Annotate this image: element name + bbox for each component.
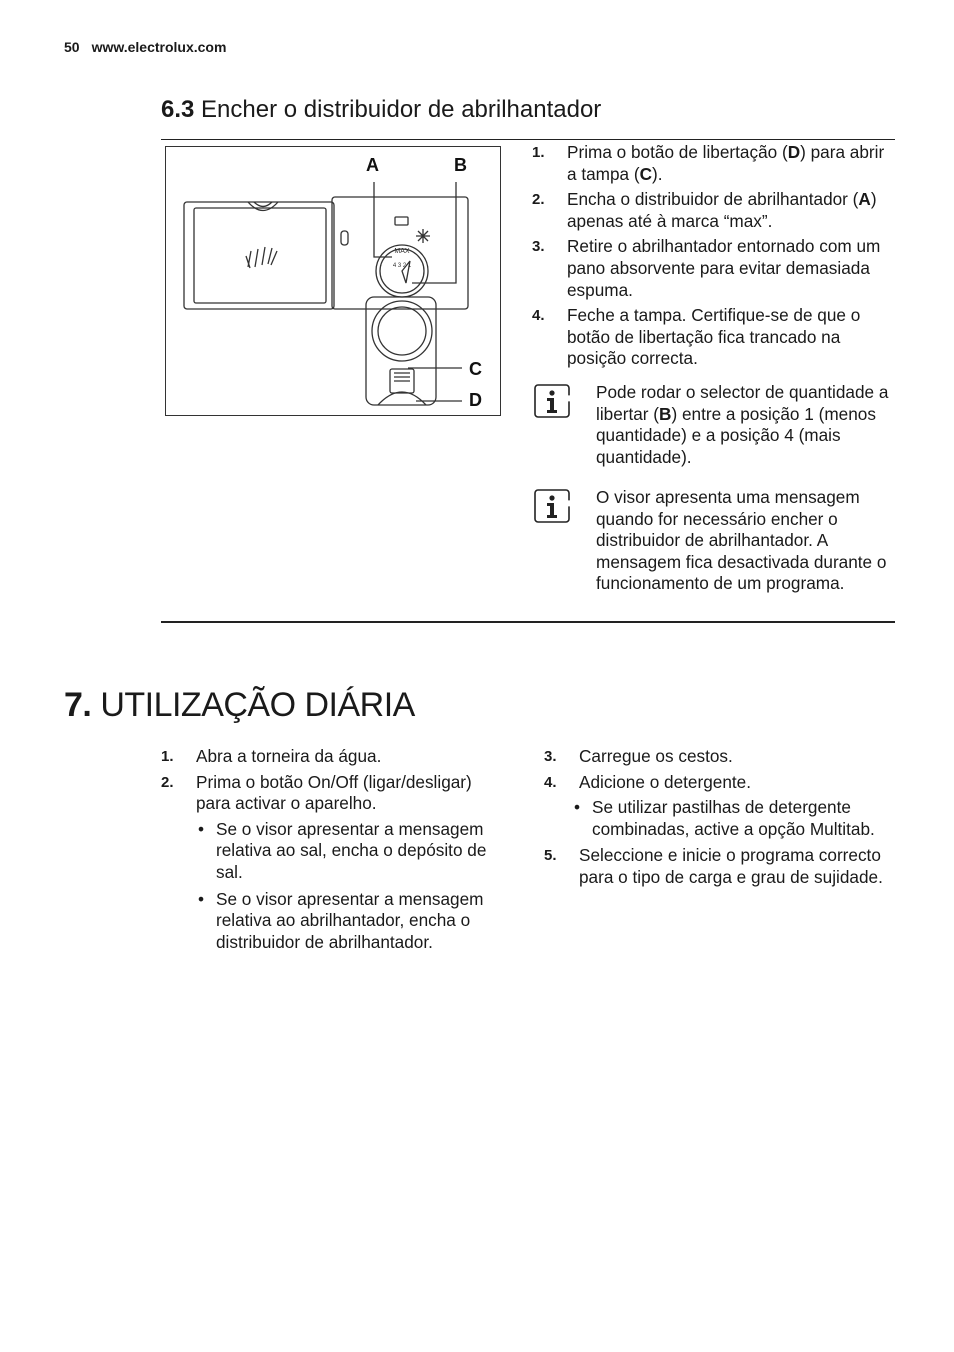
left-column xyxy=(161,746,506,958)
list-item xyxy=(544,845,889,888)
step-text: Prima o botão On/Off (ligar/desligar) para activar o aparelho. xyxy=(196,771,472,814)
list-item xyxy=(532,189,892,232)
step-text: Abra a torneira da água. xyxy=(196,746,382,766)
bullet-text: Se o visor apresentar a mensagem relativa ao sal, encha o depósito de sal. xyxy=(216,818,487,882)
list-item xyxy=(544,746,889,768)
step-number: 3. xyxy=(532,238,545,256)
step-text: Feche a tampa. Certifique-se de que o botão de libertação fica trancado na posição correcta. xyxy=(567,305,861,369)
rinse-aid-steps xyxy=(532,142,892,374)
step-ref: A xyxy=(858,189,871,210)
dispenser-illustration xyxy=(165,146,501,416)
chapter-title-text: UTILIZAÇÃO DIÁRIA xyxy=(100,686,415,724)
step-text: Retire o abrilhantador entornado com um pano absorvente para evitar demasiada espuma. xyxy=(567,236,881,300)
dial-scale: 4 3 2 1 xyxy=(392,263,412,269)
info-text: ) entre a posição 1 (menos quantidade) e a posição 4 (mais quantidade). xyxy=(596,403,876,467)
info-text: Pode rodar o selector de quantidade a libertar ( xyxy=(596,382,889,424)
info-note-dial xyxy=(532,382,892,468)
bullet-dot: • xyxy=(198,888,205,909)
label-b: B xyxy=(454,155,467,175)
info-ref: B xyxy=(659,403,672,424)
section-rule-bottom xyxy=(161,621,895,623)
step-text: Seleccione e inicie o programa correcto para o tipo de carga e grau de sujidade. xyxy=(579,845,883,887)
page-number: 50 xyxy=(64,39,80,55)
bullet-text: Se utilizar pastilhas de detergente combinadas, active a opção Multitab. xyxy=(592,797,875,839)
list-item xyxy=(532,305,892,370)
bullet-item xyxy=(544,797,889,840)
step-ref: C xyxy=(639,163,653,184)
info-note-display xyxy=(532,487,892,595)
list-item xyxy=(544,772,889,794)
step-text: Prima o botão de libertação ( xyxy=(567,142,788,162)
step-text: ) apenas até à marca “max”. xyxy=(567,189,877,231)
bullet-dot: • xyxy=(574,797,581,818)
step-number: 4. xyxy=(544,773,557,791)
list-item xyxy=(532,236,892,301)
step-number: 1. xyxy=(161,748,174,765)
bullet-text: Se o visor apresentar a mensagem relativa ao abrilhantador, encha o distribuidor de abrilhantador. xyxy=(216,888,484,952)
step-text: Encha o distribuidor de abrilhantador ( xyxy=(567,189,859,210)
section-title xyxy=(161,96,601,124)
step-number: 5. xyxy=(544,847,557,865)
step-text: ) para abrir a tampa ( xyxy=(567,142,885,184)
section-title-text: Encher o distribuidor de abrilhantador xyxy=(201,96,602,123)
list-item xyxy=(161,746,506,768)
step-text: ). xyxy=(652,163,663,184)
bullet-dot: • xyxy=(198,818,205,839)
step-number: 2. xyxy=(161,773,174,791)
list-item xyxy=(532,142,892,185)
step-ref: D xyxy=(787,142,801,162)
website-link[interactable]: www.electrolux.com xyxy=(91,39,227,55)
bullet-item xyxy=(161,889,506,954)
label-a: A xyxy=(366,155,379,175)
dispenser-drawing xyxy=(166,147,502,417)
section-number: 6.3 xyxy=(161,96,195,123)
info-icon xyxy=(534,489,570,523)
bullet-item xyxy=(161,819,506,884)
list-item xyxy=(161,772,506,815)
step-number: 1. xyxy=(532,144,545,161)
step-text: Adicione o detergente. xyxy=(579,771,752,792)
chapter-title xyxy=(64,686,415,725)
max-mark: MAX xyxy=(394,248,410,255)
step-number: 4. xyxy=(532,307,545,325)
right-column xyxy=(544,746,889,893)
info-icon xyxy=(534,384,570,418)
step-number: 3. xyxy=(544,748,557,765)
info-text: O visor apresenta uma mensagem quando for necessário encher o distribuidor de abrilhantador. A mensagem fica desactivada durante o funcionamento de um programa. xyxy=(596,487,887,594)
step-number: 2. xyxy=(532,191,545,209)
step-text: Carregue os cestos. xyxy=(579,746,733,766)
label-d: D xyxy=(469,390,482,410)
chapter-number: 7. xyxy=(64,686,92,724)
label-c: C xyxy=(469,359,482,379)
page-header xyxy=(64,39,226,55)
section-rule-top xyxy=(161,139,895,140)
